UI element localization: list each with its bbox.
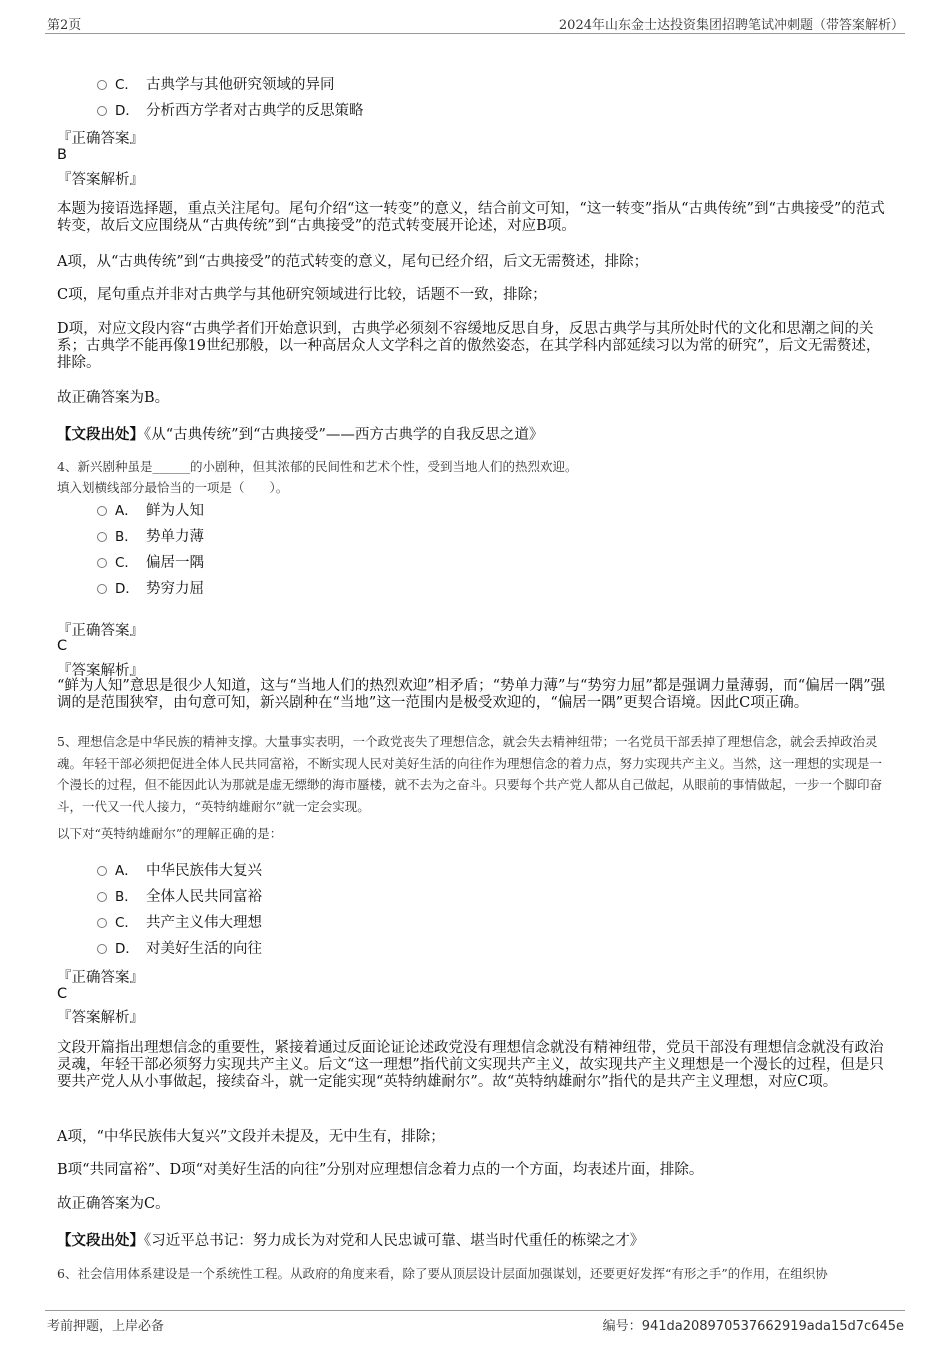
q4-analysis: “鲜为人知”意思是很少人知道，这与“当地人们的热烈欢迎”相矛盾；“势单力薄”与“势穷力屈”都是强调力量薄弱，而“偏居一隅”强调的是范围狭窄，由句意可知，新兴剧种在“当地”这一范围内是极受欢迎的，“偏居一隅”更契合语境。因此C项正确。 (57, 678, 886, 711)
q3-answer: B (57, 147, 67, 163)
option-text: 全体人民共同富裕 (146, 888, 262, 905)
q5-option-c[interactable]: C． 共产主义伟大理想 (97, 911, 262, 931)
q3-analysis-paragraph: C项，尾句重点并非对古典学与其他研究领域进行比较，话题不一致，排除； (57, 287, 547, 303)
option-text: 古典学与其他研究领域的异同 (146, 76, 335, 93)
q5-stem: 5、理想信念是中华民族的精神支撑。大量事实表明，一个政党丧失了理想信念，就会失去精神纽带；一名党员干部丢掉了理想信念，就会丢掉政治灵魂。年轻干部必须把促进全体人民共同富裕，不断实现人民对美好生活的向往作为理想信念的着力点，努力实现共产主义。当然，这一理想的实现是一个漫长的过程，但不能因此认为那就是虚无缥缈的海市蜃楼，就不去为之奋斗。只要每个共产党人都从自己做起，从眼前的事情做起，一步一个脚印奋斗，一代又一代人接力，“英特纳雄耐尔”就一定会实现。 (57, 734, 883, 814)
q5-answer: C (57, 986, 68, 1002)
option-text: 鲜为人知 (146, 502, 204, 519)
option-text: 势穷力屈 (146, 580, 204, 597)
q4-option-c[interactable]: C． 偏居一隅 (97, 551, 204, 571)
q5-analysis-paragraph: 文段开篇指出理想信念的重要性，紧接着通过反面论证论述政党没有理想信念就没有精神纽带，党员干部没有理想信念就没有政治灵魂，年轻干部必须努力实现共产主义。后文“这一理想”指代前文实现共产主义，故实现共产主义理想是一个漫长的过程，但是只要共产党人从小事做起，接续奋斗，就一定能实现“英特纳雄耐尔”。故“英特纳雄耐尔”指代的是共产主义理想，对应C项。 (57, 1040, 884, 1090)
q3-option-d[interactable]: D． 分析西方学者对古典学的反思策略 (97, 99, 364, 119)
q5-answer-label: 『正确答案』 (57, 970, 144, 986)
radio-icon[interactable] (97, 80, 107, 90)
option-text: 共产主义伟大理想 (146, 914, 262, 931)
q5-analysis-paragraph: 故正确答案为C。 (57, 1196, 170, 1212)
radio-icon[interactable] (97, 532, 107, 542)
code-value: 941da208970537662919ada15d7c645e (641, 1319, 904, 1334)
q4-option-a[interactable]: A． 鲜为人知 (97, 499, 204, 519)
document-title: 2024年山东金士达投资集团招聘笔试冲刺题（带答案解析） (558, 18, 904, 33)
q5-option-b[interactable]: B． 全体人民共同富裕 (97, 885, 262, 905)
option-text: 中华民族伟大复兴 (146, 862, 262, 879)
page-number: 第2页 (47, 18, 82, 33)
q3-analysis-paragraph: A项，从“古典传统”到“古典接受”的范式转变的意义，尾句已经介绍，后文无需赘述，排除； (57, 254, 649, 270)
document-code (603, 1315, 904, 1334)
radio-icon[interactable] (97, 866, 107, 876)
q4-option-d[interactable]: D． 势穷力屈 (97, 577, 204, 597)
radio-icon[interactable] (97, 506, 107, 516)
radio-icon[interactable] (97, 918, 107, 928)
code-label: 编号： (602, 1319, 642, 1334)
q3-analysis-paragraph: D项，对应文段内容“古典学者们开始意识到，古典学必须刻不容缓地反思自身，反思古典学与其所处时代的文化和思潮之间的关系；古典学不能再像19世纪那般，以一种高居众人文学科之首的傲然姿态，在其学科内部延续习以为常的研究”，后文无需赘述，排除。 (57, 321, 881, 371)
q4-stem: 4、新兴剧种虽是______的小剧种，但其浓郁的民间性和艺术个性，受到当地人们的热烈欢迎。 (57, 459, 578, 474)
q5-source (57, 1229, 644, 1250)
page-header (0, 0, 950, 34)
source-tag: 【文段出处】 (57, 1232, 144, 1249)
q3-answer-label: 『正确答案』 (57, 131, 144, 147)
q3-analysis-paragraph: 本题为接语选择题，重点关注尾句。尾句介绍“这一转变”的意义，结合前文可知，“这一转变”指从“古典传统”到“古典接受”的范式转变，故后文应围绕从“古典传统”到“古典接受”的范式转变展开论述，对应B项。 (57, 201, 885, 234)
radio-icon[interactable] (97, 944, 107, 954)
page-footer (0, 1310, 950, 1340)
option-text: 势单力薄 (146, 528, 204, 545)
source-tag: 【文段出处】 (57, 426, 144, 443)
q4-instruction: 填入划横线部分最恰当的一项是（ ）。 (57, 480, 289, 495)
source-text: 《习近平总书记：努力成长为对党和人民忠诚可靠、堪当时代重任的栋梁之才》 (144, 1233, 645, 1249)
header-divider (45, 33, 905, 34)
radio-icon[interactable] (97, 106, 107, 116)
q5-option-a[interactable]: A． 中华民族伟大复兴 (97, 859, 262, 879)
q3-analysis-label: 『答案解析』 (57, 172, 144, 188)
q6-stem: 6、社会信用体系建设是一个系统性工程。从政府的角度来看，除了要从顶层设计层面加强谋划，还要更好发挥“有形之手”的作用，在组织协 (57, 1266, 828, 1281)
option-text: 对美好生活的向往 (146, 940, 262, 957)
footer-slogan: 考前押题，上岸必备 (47, 1319, 165, 1334)
q4-option-b[interactable]: B． 势单力薄 (97, 525, 204, 545)
radio-icon[interactable] (97, 558, 107, 568)
q5-analysis-label: 『答案解析』 (57, 1010, 144, 1026)
q4-answer: C (57, 638, 68, 654)
q5-analysis-paragraph: B项“共同富裕”、D项“对美好生活的向往”分别对应理想信念着力点的一个方面，均表述片面，排除。 (57, 1162, 704, 1178)
source-text: 《从“古典传统”到“古典接受”——西方古典学的自我反思之道》 (144, 427, 544, 443)
q5-prompt: 以下对“英特纳雄耐尔”的理解正确的是： (57, 826, 283, 841)
q4-analysis-label: 『答案解析』 (57, 663, 144, 679)
option-text: 偏居一隅 (146, 554, 204, 571)
q4-answer-label: 『正确答案』 (57, 623, 144, 639)
q3-source (57, 423, 543, 444)
q5-option-d[interactable]: D． 对美好生活的向往 (97, 937, 262, 957)
footer-divider (45, 1310, 905, 1311)
option-text: 分析西方学者对古典学的反思策略 (146, 102, 364, 119)
q5-analysis-paragraph: A项，“中华民族伟大复兴”文段并未提及，无中生有，排除； (57, 1129, 445, 1145)
radio-icon[interactable] (97, 584, 107, 594)
radio-icon[interactable] (97, 892, 107, 902)
q3-option-c[interactable]: C． 古典学与其他研究领域的异同 (97, 73, 335, 93)
q3-analysis-paragraph: 故正确答案为B。 (57, 390, 170, 406)
